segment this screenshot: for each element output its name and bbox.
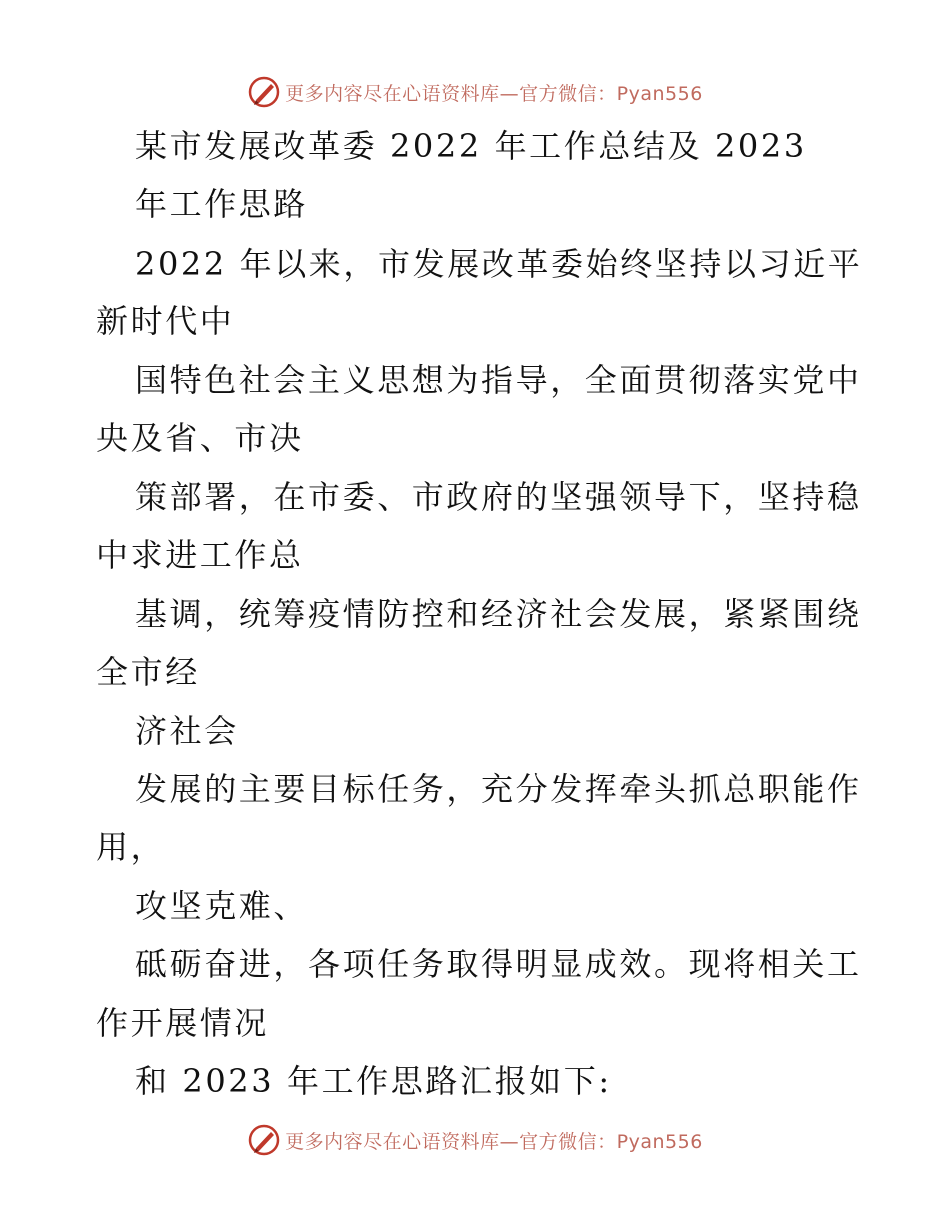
- document-title-line-2: 年工作思路: [135, 185, 309, 223]
- paragraph-line: 发展的主要目标任务，充分发挥牵头抓总职能作: [135, 770, 862, 808]
- paragraph-line: 基调，统筹疫情防控和经济社会发展，紧紧围绕: [135, 595, 862, 633]
- paragraph-line: 中求进工作总: [96, 536, 304, 574]
- paragraph-line: 作开展情况: [96, 1004, 270, 1042]
- watermark-text: 更多内容尽在心语资料库—官方微信：Pyan556: [285, 82, 703, 105]
- document-title-line-1: 某市发展改革委 2022 年工作总结及 2023: [135, 127, 807, 165]
- paragraph-line: 用，: [96, 828, 166, 866]
- footer-watermark: [0, 1120, 950, 1160]
- paragraph-line: 策部署，在市委、市政府的坚强领导下，坚持稳: [135, 478, 862, 516]
- paragraph-line: 央及省、市决: [96, 419, 304, 457]
- header-watermark: [0, 72, 950, 112]
- paragraph-line: 国特色社会主义思想为指导，全面贯彻落实党中: [135, 361, 862, 399]
- paragraph-line: 2022 年以来，市发展改革委始终坚持以习近平: [135, 245, 863, 283]
- paragraph-line: 砥砺奋进，各项任务取得明显成效。现将相关工: [135, 945, 862, 983]
- watermark-text: 更多内容尽在心语资料库—官方微信：Pyan556: [285, 1130, 703, 1153]
- paragraph-line: 攻坚克难、: [135, 887, 309, 925]
- paragraph-line: 和 2023 年工作思路汇报如下:: [135, 1062, 612, 1100]
- pen-seal-icon: [247, 75, 281, 109]
- pen-seal-icon: [247, 1123, 281, 1157]
- paragraph-line: 全市经: [96, 653, 200, 691]
- paragraph-line: 济社会: [135, 712, 239, 750]
- paragraph-line: 新时代中: [96, 302, 235, 340]
